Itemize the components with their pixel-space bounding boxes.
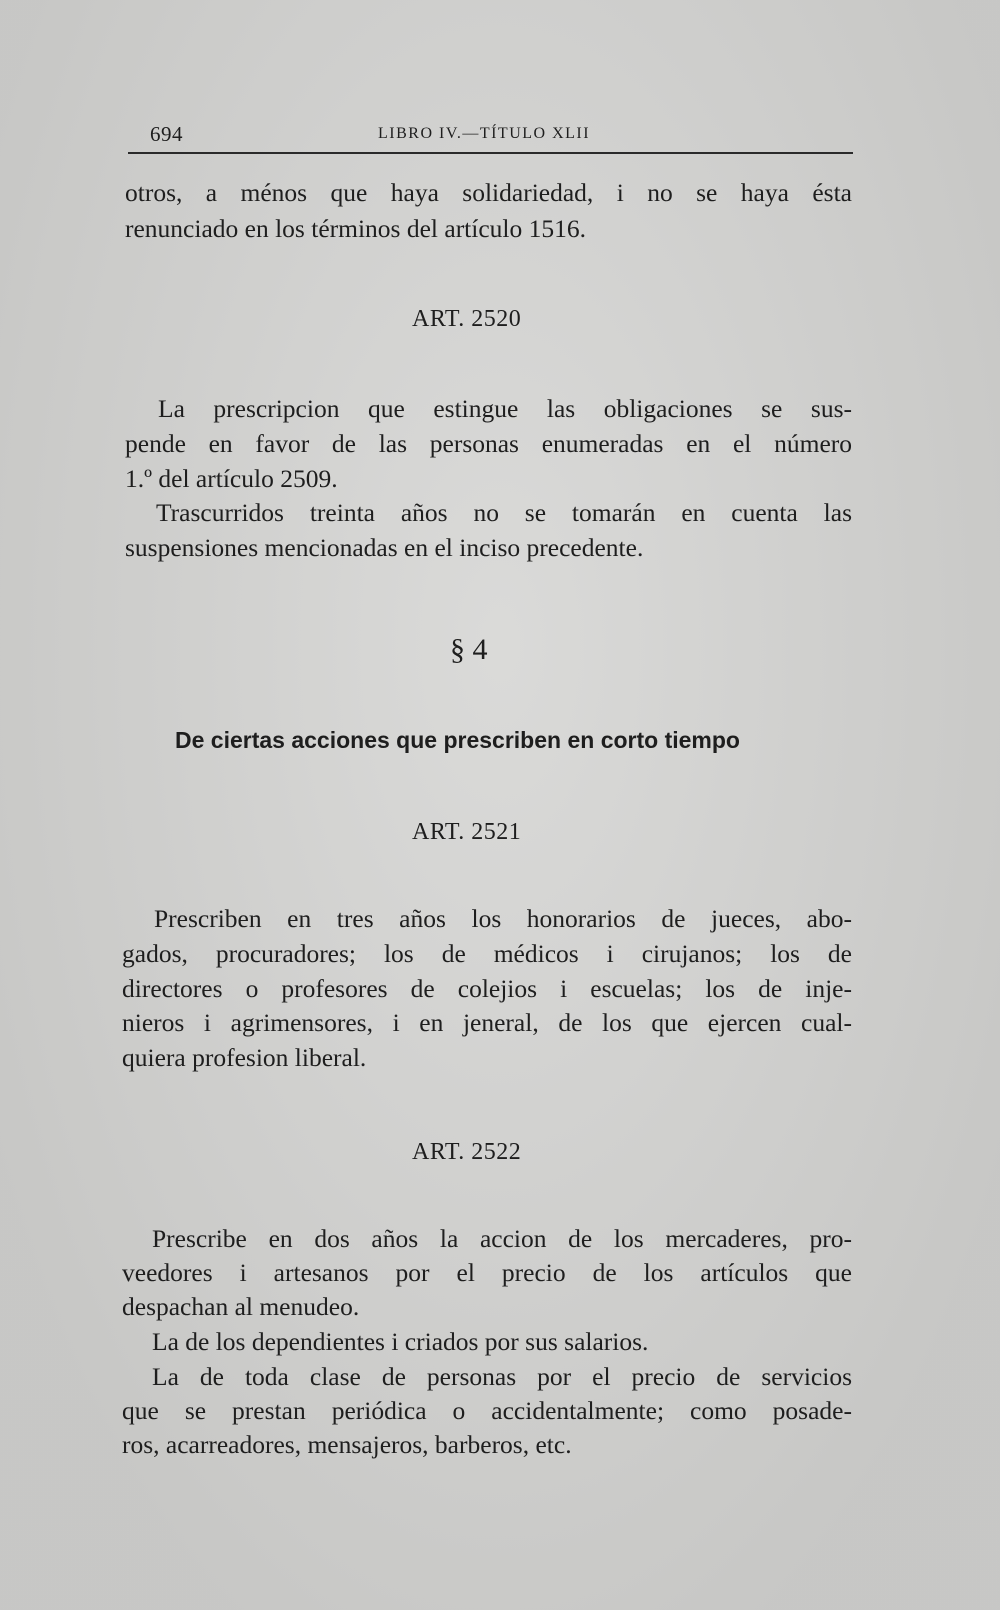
text-line: veedores i artesanos por el precio de los artículos que <box>122 1258 852 1287</box>
text-line: La de toda clase de personas por el precio de servicios <box>152 1362 852 1391</box>
text-line: La de los dependientes i criados por sus salarios. <box>152 1327 649 1356</box>
text-line: renunciado en los términos del artículo 1516. <box>125 214 587 243</box>
article-heading: ART. 2521 <box>412 819 522 845</box>
running-title: LIBRO IV.—TÍTULO XLII <box>378 125 591 142</box>
text-line: 1.º del artículo 2509. <box>125 464 338 493</box>
text-line: nieros i agrimensores, i en jeneral, de los que ejercen cual- <box>122 1008 852 1037</box>
text-line: pende en favor de las personas enumeradas en el número <box>125 429 852 458</box>
text-line: Prescriben en tres años los honorarios de jueces, abo- <box>154 904 852 933</box>
running-header <box>128 118 853 154</box>
text-line: ros, acarreadores, mensajeros, barberos, etc. <box>122 1430 572 1459</box>
text-line: Prescribe en dos años la accion de los mercaderes, pro- <box>152 1224 852 1253</box>
text-line: que se prestan periódica o accidentalmente; como posade- <box>122 1396 852 1425</box>
section-title: De ciertas acciones que prescriben en corto tiempo <box>175 727 740 753</box>
section-number: § 4 <box>450 633 488 666</box>
text-line: Trascurridos treinta años no se tomarán en cuenta las <box>156 498 852 527</box>
text-line: La prescripcion que estingue las obligaciones se sus- <box>158 394 852 423</box>
text-line: suspensiones mencionadas en el inciso precedente. <box>125 533 644 562</box>
article-heading: ART. 2520 <box>412 306 522 332</box>
text-line: directores o profesores de colejios i escuelas; los de inje- <box>122 974 852 1003</box>
text-line: despachan al menudeo. <box>122 1292 360 1321</box>
article-heading: ART. 2522 <box>412 1139 522 1165</box>
page-number: 694 <box>150 122 183 146</box>
text-line: otros, a ménos que haya solidariedad, i no se haya ésta <box>125 178 852 207</box>
text-line: gados, procuradores; los de médicos i cirujanos; los de <box>122 939 852 968</box>
text-line: quiera profesion liberal. <box>122 1043 367 1072</box>
